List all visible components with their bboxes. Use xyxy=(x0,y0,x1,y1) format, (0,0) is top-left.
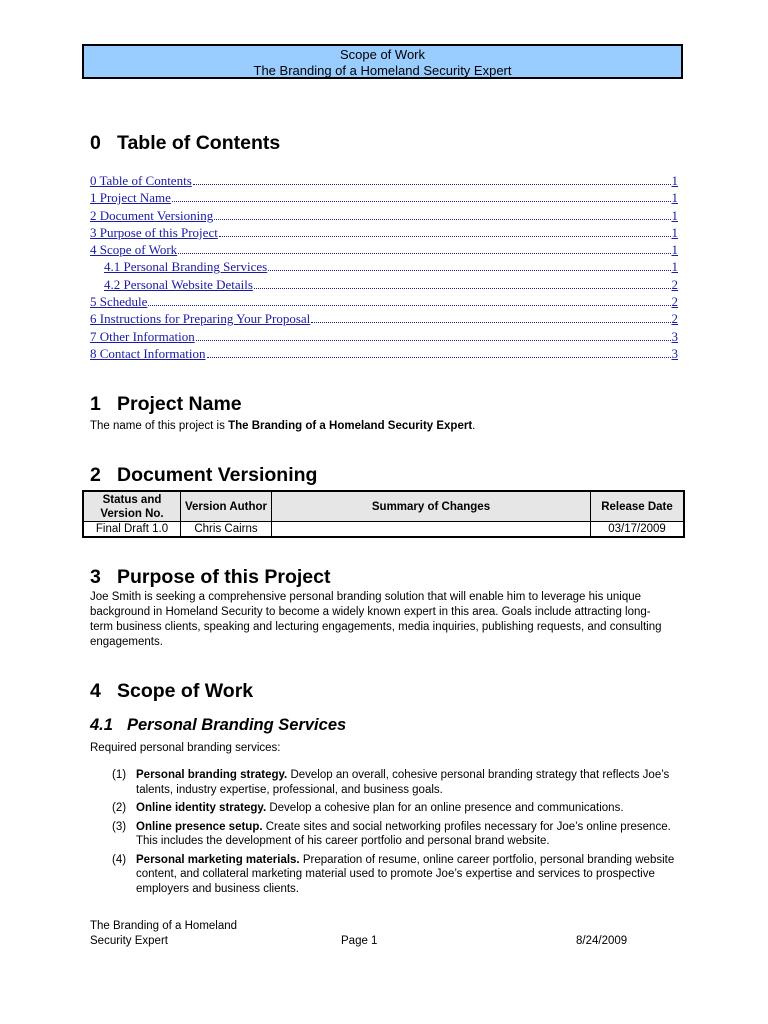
cell-author: Chris Cairns xyxy=(181,522,272,538)
heading-number: 2 xyxy=(90,464,101,486)
heading-scope-of-work xyxy=(90,679,253,703)
list-item-title: Online identity strategy. xyxy=(136,802,267,814)
heading-number: 0 xyxy=(90,132,101,154)
toc-page-number[interactable]: 1 xyxy=(671,224,678,240)
toc-link-instructions[interactable] xyxy=(90,311,678,328)
table-row xyxy=(83,522,684,538)
list-item-text: Preparation of resume, online career portfolio, personal branding website content, and collateral marketing material used to promote Joe’s expertise and services to prospective employers and business clients. xyxy=(136,853,675,895)
column-header-summary: Summary of Changes xyxy=(272,491,591,522)
toc-entry-text[interactable]: 4 Scope of Work xyxy=(90,242,178,258)
toc-leader xyxy=(219,235,671,237)
toc-leader xyxy=(193,183,671,185)
heading-number: 4.1 xyxy=(90,716,113,734)
list-content xyxy=(136,820,682,849)
toc-entry-text[interactable]: 4.1 Personal Branding Services xyxy=(104,259,268,275)
toc-leader xyxy=(268,269,670,271)
toc-leader xyxy=(172,200,671,202)
toc-leader xyxy=(311,321,670,323)
list-item-text: Develop a cohesive plan for an online presence and communications. xyxy=(266,802,624,814)
toc-leader xyxy=(207,356,671,358)
project-name-prefix: The name of this project is xyxy=(90,420,229,432)
toc-leader xyxy=(178,252,670,254)
heading-number: 1 xyxy=(90,393,101,415)
list-number: (1) xyxy=(112,769,127,781)
toc-leader xyxy=(254,287,671,289)
toc-page-number[interactable]: 3 xyxy=(671,328,678,344)
list-item-text: Develop an overall, cohesive personal branding strategy that reflects Joe’s talents, industry expertise, professional, and business goals. xyxy=(136,769,670,796)
heading-number: 3 xyxy=(90,566,101,588)
heading-project-name xyxy=(90,392,242,416)
toc-link-project-name[interactable] xyxy=(90,190,678,207)
toc-entry-text[interactable]: 0 Table of Contents xyxy=(90,173,192,188)
column-header-author: Version Author xyxy=(181,491,272,522)
toc-link-scope-of-work[interactable] xyxy=(90,242,678,259)
toc-leader xyxy=(148,304,670,306)
requirements-list xyxy=(112,768,682,900)
toc-link-schedule[interactable] xyxy=(90,294,678,311)
table-of-contents xyxy=(90,173,678,363)
project-name-suffix: . xyxy=(472,420,476,432)
title-line-1: Scope of Work xyxy=(339,47,426,62)
list-item xyxy=(112,853,682,897)
toc-link-purpose[interactable] xyxy=(90,225,678,242)
toc-leader xyxy=(214,218,670,220)
list-number: (2) xyxy=(112,802,127,814)
heading-text: Purpose of this Project xyxy=(117,566,331,588)
heading-text: Table of Contents xyxy=(117,132,281,154)
toc-link-contact-information[interactable] xyxy=(90,346,678,363)
versioning-table xyxy=(82,490,685,538)
list-content xyxy=(136,768,682,797)
list-content xyxy=(136,801,682,816)
toc-entry-text[interactable]: 6 Instructions for Preparing Your Proposal xyxy=(90,311,311,327)
heading-table-of-contents xyxy=(90,131,280,155)
heading-personal-branding-services xyxy=(90,716,346,735)
heading-number: 4 xyxy=(90,680,101,702)
toc-entry-text[interactable]: 2 Document Versioning xyxy=(90,207,214,223)
toc-page-number[interactable]: 1 xyxy=(671,173,678,188)
list-number: (3) xyxy=(112,820,127,833)
toc-leader xyxy=(196,339,671,341)
list-item xyxy=(112,801,682,816)
toc-entry-text[interactable]: 8 Contact Information xyxy=(90,345,206,361)
heading-text: Project Name xyxy=(117,393,242,415)
toc-page-number[interactable]: 1 xyxy=(671,190,678,206)
purpose-paragraph: Joe Smith is seeking a comprehensive personal branding solution that will enable him to leverage his unique background in Homeland Security to become a widely known expert in this area. Goals include attracting long-term business clients, speaking and lecturing engagements, media inquiries, publishing requests, and consulting engagements. xyxy=(90,591,662,648)
toc-entry-text[interactable]: 7 Other Information xyxy=(90,328,195,344)
heading-purpose xyxy=(90,565,330,589)
toc-link-document-versioning[interactable] xyxy=(90,208,678,225)
heading-text: Document Versioning xyxy=(117,464,318,486)
list-number: (4) xyxy=(112,853,127,866)
cell-date: 03/17/2009 xyxy=(591,522,685,538)
footer-date: 8/24/2009 xyxy=(576,935,628,947)
list-item-title: Personal marketing materials. xyxy=(136,853,300,866)
list-item-title: Personal branding strategy. xyxy=(136,769,288,781)
toc-page-number[interactable]: 1 xyxy=(671,259,678,275)
footer-document-title: The Branding of a Homeland Security Expert xyxy=(90,920,238,947)
toc-entry-text[interactable]: 4.2 Personal Website Details xyxy=(104,276,253,292)
table-header-row xyxy=(83,491,684,522)
title-line-2: The Branding of a Homeland Security Expert xyxy=(253,63,512,78)
footer-page-number: Page 1 xyxy=(341,935,378,947)
list-content xyxy=(136,853,682,897)
heading-text: Scope of Work xyxy=(117,680,254,702)
column-header-status: Status and Version No. xyxy=(83,491,181,522)
required-services-intro: Required personal branding services: xyxy=(90,742,281,754)
toc-page-number[interactable]: 3 xyxy=(671,345,678,361)
toc-entry-text[interactable]: 5 Schedule xyxy=(90,294,148,310)
document-title-box xyxy=(82,44,683,79)
project-name-value: The Branding of a Homeland Security Expert xyxy=(228,420,473,432)
toc-page-number[interactable]: 2 xyxy=(671,276,678,292)
toc-link-other-information[interactable] xyxy=(90,329,678,346)
toc-page-number[interactable]: 1 xyxy=(671,242,678,258)
cell-status: Final Draft 1.0 xyxy=(83,522,181,538)
toc-link-table-of-contents[interactable] xyxy=(90,173,678,190)
toc-link-personal-website-details[interactable] xyxy=(90,277,678,294)
toc-page-number[interactable]: 1 xyxy=(671,207,678,223)
toc-page-number[interactable]: 2 xyxy=(671,311,678,327)
list-item xyxy=(112,820,682,849)
toc-entry-text[interactable]: 3 Purpose of this Project xyxy=(90,224,218,240)
toc-page-number[interactable]: 2 xyxy=(671,294,678,310)
toc-link-personal-branding-services[interactable] xyxy=(90,259,678,276)
list-item xyxy=(112,768,682,797)
heading-document-versioning xyxy=(90,463,317,487)
heading-text: Personal Branding Services xyxy=(127,716,347,734)
toc-entry-text[interactable]: 1 Project Name xyxy=(90,190,171,206)
cell-summary xyxy=(272,522,591,538)
column-header-date: Release Date xyxy=(591,491,685,522)
project-name-paragraph xyxy=(90,419,680,434)
list-item-text: Create sites and social networking profiles necessary for Joe’s online presence. This includes the development of his career portfolio and personal brand website. xyxy=(136,820,671,847)
list-item-title: Online presence setup. xyxy=(136,820,263,833)
